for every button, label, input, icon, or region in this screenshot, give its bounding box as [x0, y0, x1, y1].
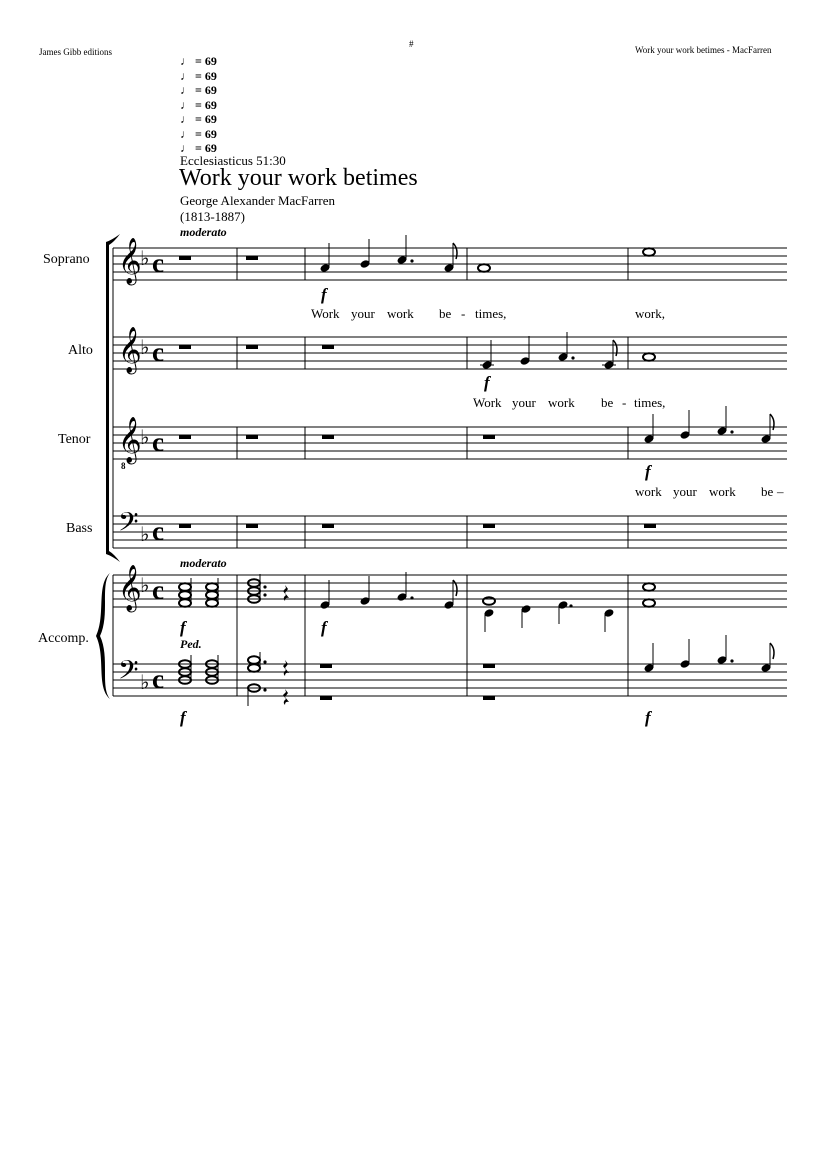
tenor-notes: [643, 406, 774, 444]
instrument-alto: Alto: [68, 343, 93, 358]
instrument-bass: Bass: [66, 521, 93, 536]
pedal-marking: Ped.: [180, 637, 202, 651]
lyric-word: Work: [311, 306, 340, 321]
alto-staff: [113, 337, 787, 369]
dynamic-accomp-bass-1: f: [180, 708, 186, 727]
lyric-word: work,: [635, 306, 665, 321]
accomp-bass-time-signature: c: [152, 664, 164, 694]
header-right: Work your work betimes - MacFarren: [635, 45, 772, 55]
accomp-treble-time-signature: c: [152, 575, 164, 605]
lyric-word: be: [761, 484, 774, 499]
bass-staff: [113, 516, 787, 548]
tempo-mark: ♩ = 69: [180, 83, 217, 97]
rests: [179, 256, 656, 700]
instrument-soprano: Soprano: [43, 252, 90, 267]
lyric-word: times,: [634, 395, 666, 410]
lyric-word: times,: [475, 306, 507, 321]
bass-clef: 𝄢: [118, 506, 139, 544]
lyric-word: work: [387, 306, 414, 321]
soprano-clef: 𝄞: [118, 238, 142, 284]
lyric-word: be: [439, 306, 452, 321]
accomp-tempo-text: moderato: [180, 556, 227, 570]
composer: George Alexander MacFarren: [180, 193, 335, 208]
soprano-key-flat: ♭: [140, 246, 150, 270]
accomp-bass-clef: 𝄢: [118, 654, 139, 692]
lyric-word: your: [351, 306, 375, 321]
dynamic-accomp-bass-2: f: [645, 708, 651, 727]
lyric-word: work: [709, 484, 736, 499]
tempo-mark: ♩ = 69: [180, 112, 217, 126]
alto-clef: 𝄞: [118, 327, 142, 373]
accomp-treble-notes: [179, 572, 655, 632]
header-left: James Gibb editions: [39, 47, 112, 57]
instrument-accomp: Accomp.: [38, 631, 89, 646]
lyric-word: work: [548, 395, 575, 410]
accomp-treble-key-flat: ♭: [140, 573, 150, 597]
soprano-notes: [319, 235, 655, 273]
tempo-mark: ♩ = 69: [180, 54, 217, 68]
dynamic-accomp-treble-2: f: [321, 618, 327, 637]
lyric-word: your: [673, 484, 697, 499]
instrument-tenor: Tenor: [58, 432, 91, 447]
accomp-bass-key-flat: ♭: [140, 670, 150, 694]
lyric-word: your: [512, 395, 536, 410]
lyric-word: Work: [473, 395, 502, 410]
tenor-key-flat: ♭: [140, 425, 150, 449]
bass-time-signature: c: [152, 516, 164, 546]
tenor-time-signature: c: [152, 427, 164, 457]
tempo-text: moderato: [180, 225, 227, 239]
alto-key-flat: ♭: [140, 335, 150, 359]
dynamic-soprano: f: [321, 285, 327, 304]
soprano-time-signature: c: [152, 248, 164, 278]
page-title: Work your work betimes: [179, 165, 418, 191]
accomp-bass-notes: [179, 635, 774, 706]
dynamic-accomp-treble-1: f: [180, 618, 186, 637]
lyric-word: work: [635, 484, 662, 499]
alto-time-signature: c: [152, 337, 164, 367]
svg-text:8: 8: [121, 461, 126, 471]
tempo-mark: ♩ = 69: [180, 141, 217, 155]
soprano-staff: [113, 248, 787, 280]
lyric-hyphen: –: [777, 484, 784, 499]
accomp-treble-clef: 𝄞: [118, 565, 142, 611]
page-number: #: [409, 39, 414, 49]
alto-notes: [480, 332, 655, 370]
bass-key-flat: ♭: [140, 522, 150, 546]
composer-dates: (1813-1887): [180, 209, 245, 224]
source-text: Ecclesiasticus 51:30: [180, 153, 286, 168]
tenor-clef: 𝄞: [118, 417, 142, 463]
lyric-hyphen: -: [461, 306, 466, 321]
piano-brace: [96, 573, 110, 699]
lyric-hyphen: -: [622, 395, 627, 410]
dynamic-alto: f: [484, 373, 490, 392]
tempo-mark: ♩ = 69: [180, 68, 217, 83]
tempo-mark: ♩ = 69: [180, 126, 217, 141]
lyric-word: be: [601, 395, 614, 410]
tempo-mark: ♩ = 69: [180, 97, 217, 112]
dynamic-tenor: f: [645, 462, 651, 481]
